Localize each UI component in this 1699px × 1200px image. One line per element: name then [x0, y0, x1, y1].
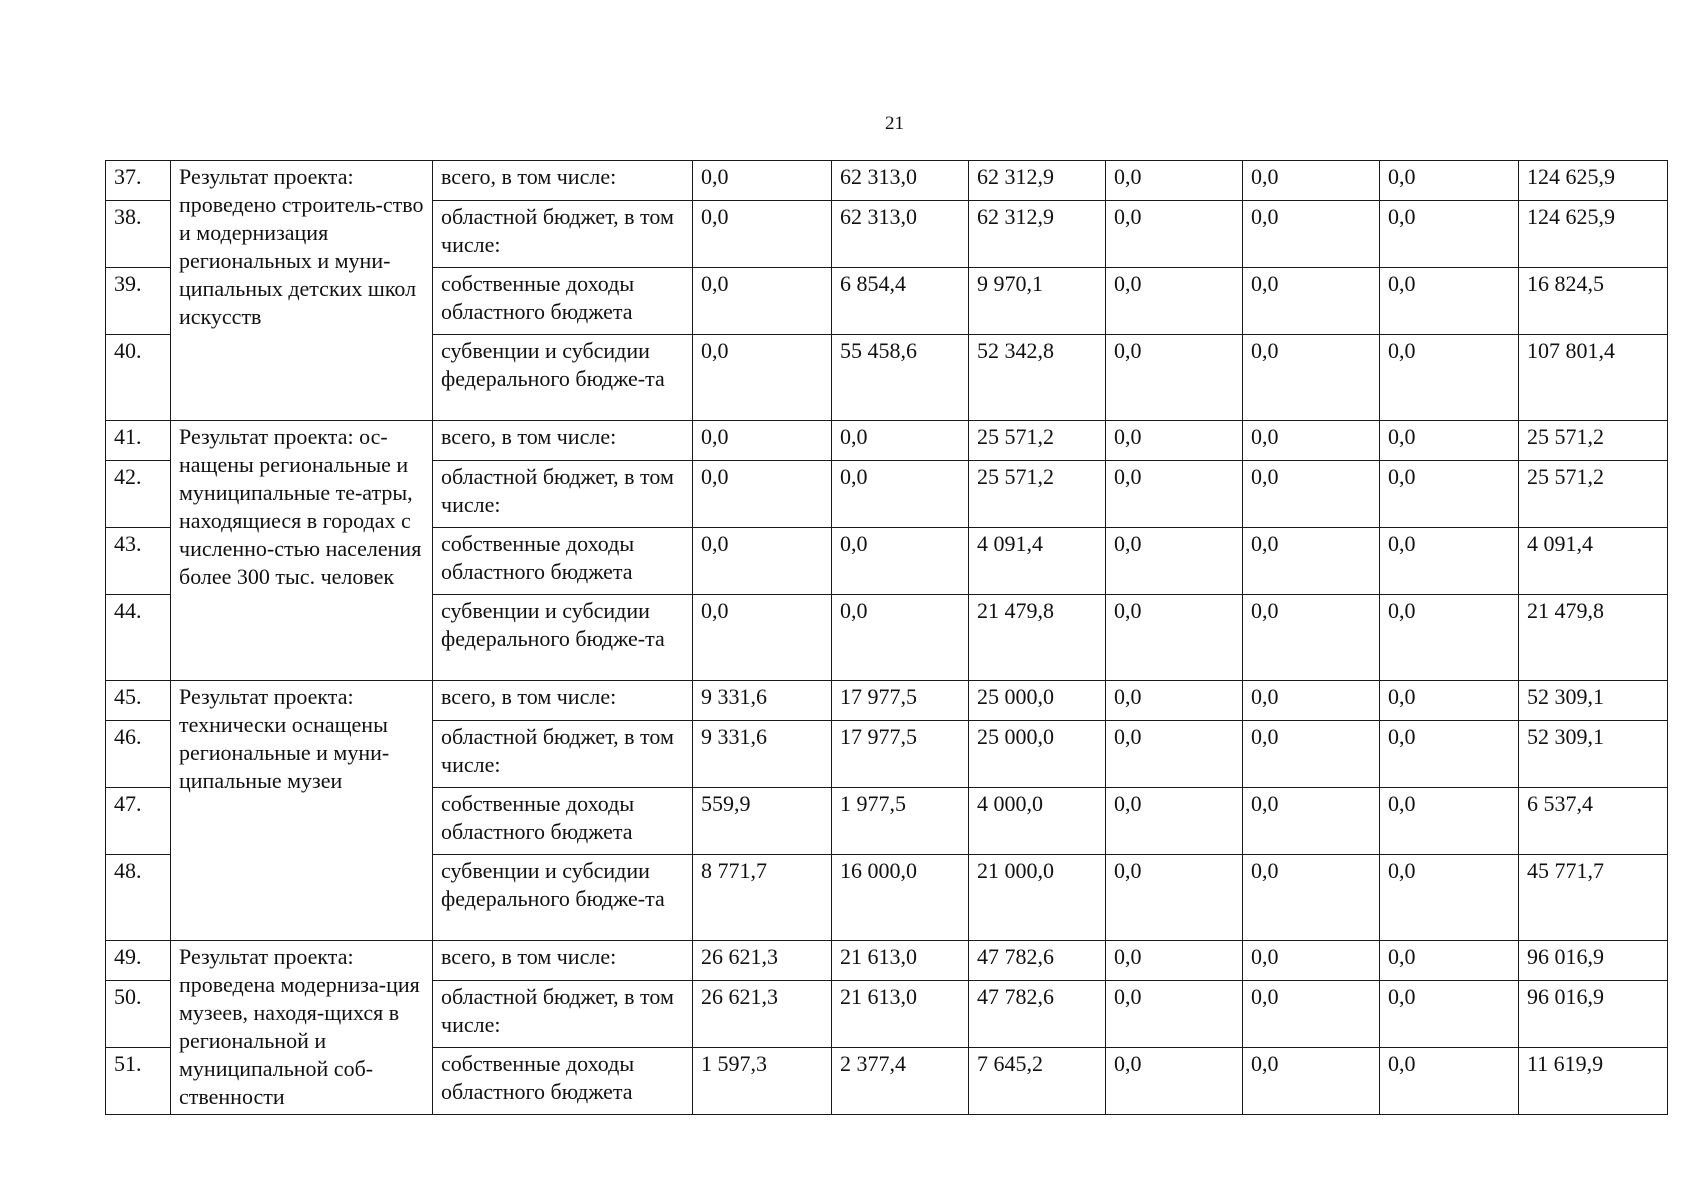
- funding-source-cell: всего, в том числе:: [433, 941, 693, 981]
- value-cell: 0,0: [1380, 335, 1519, 421]
- value-cell: 4 091,4: [969, 528, 1106, 595]
- total-value-cell: 96 016,9: [1519, 981, 1668, 1048]
- value-cell: 0,0: [1243, 201, 1380, 268]
- value-cell: 62 313,0: [832, 161, 969, 201]
- value-cell: 0,0: [832, 421, 969, 461]
- value-cell: 0,0: [1106, 161, 1243, 201]
- row-number: 39.: [106, 268, 171, 335]
- row-number: 41.: [106, 421, 171, 461]
- funding-source-cell: собственные доходы областного бюджета: [433, 268, 693, 335]
- value-cell: 0,0: [693, 595, 832, 681]
- value-cell: 559,9: [693, 788, 832, 855]
- value-cell: 62 313,0: [832, 201, 969, 268]
- table-row: [106, 421, 1668, 461]
- funding-source-cell: субвенции и субсидии федерального бюдже-та: [433, 335, 693, 421]
- value-cell: 0,0: [1106, 595, 1243, 681]
- funding-source-cell: субвенции и субсидии федерального бюдже-та: [433, 595, 693, 681]
- value-cell: 21 479,8: [969, 595, 1106, 681]
- row-number: 51.: [106, 1048, 171, 1115]
- value-cell: 0,0: [1380, 595, 1519, 681]
- value-cell: 25 000,0: [969, 681, 1106, 721]
- table-row: [106, 681, 1668, 721]
- funding-source-cell: субвенции и субсидии федерального бюдже-та: [433, 855, 693, 941]
- total-value-cell: 16 824,5: [1519, 268, 1668, 335]
- value-cell: 0,0: [1106, 201, 1243, 268]
- total-value-cell: 96 016,9: [1519, 941, 1668, 981]
- funding-source-cell: собственные доходы областного бюджета: [433, 788, 693, 855]
- value-cell: 9 331,6: [693, 681, 832, 721]
- value-cell: 0,0: [1106, 528, 1243, 595]
- value-cell: 0,0: [1106, 981, 1243, 1048]
- project-result-cell: Результат проекта: ос-нащены региональные и муниципальные те-атры, находящиеся в городах с численно-стью населения более 300 тыс. человек: [171, 421, 433, 681]
- value-cell: 0,0: [1106, 855, 1243, 941]
- value-cell: 9 970,1: [969, 268, 1106, 335]
- value-cell: 2 377,4: [832, 1048, 969, 1115]
- row-number: 47.: [106, 788, 171, 855]
- value-cell: 16 000,0: [832, 855, 969, 941]
- value-cell: 0,0: [693, 268, 832, 335]
- project-result-cell: Результат проекта: проведена модерниза-ция музеев, находя-щихся в региональной и муниципальной соб-ственности: [171, 941, 433, 1115]
- value-cell: 0,0: [1243, 528, 1380, 595]
- value-cell: 9 331,6: [693, 721, 832, 788]
- value-cell: 0,0: [1106, 681, 1243, 721]
- value-cell: 0,0: [1380, 941, 1519, 981]
- funding-source-cell: собственные доходы областного бюджета: [433, 1048, 693, 1115]
- value-cell: 0,0: [1106, 941, 1243, 981]
- row-number: 46.: [106, 721, 171, 788]
- row-number: 50.: [106, 981, 171, 1048]
- value-cell: 1 977,5: [832, 788, 969, 855]
- value-cell: 0,0: [1380, 528, 1519, 595]
- funding-source-cell: областной бюджет, в том числе:: [433, 721, 693, 788]
- value-cell: 7 645,2: [969, 1048, 1106, 1115]
- value-cell: 0,0: [1243, 1048, 1380, 1115]
- value-cell: 25 000,0: [969, 721, 1106, 788]
- value-cell: 0,0: [1243, 788, 1380, 855]
- row-number: 44.: [106, 595, 171, 681]
- value-cell: 0,0: [693, 161, 832, 201]
- total-value-cell: 124 625,9: [1519, 201, 1668, 268]
- value-cell: 21 613,0: [832, 941, 969, 981]
- value-cell: 1 597,3: [693, 1048, 832, 1115]
- value-cell: 62 312,9: [969, 161, 1106, 201]
- total-value-cell: 6 537,4: [1519, 788, 1668, 855]
- value-cell: 47 782,6: [969, 941, 1106, 981]
- total-value-cell: 25 571,2: [1519, 421, 1668, 461]
- value-cell: 0,0: [693, 461, 832, 528]
- value-cell: 0,0: [1380, 788, 1519, 855]
- value-cell: 0,0: [1243, 161, 1380, 201]
- value-cell: 0,0: [693, 421, 832, 461]
- value-cell: 0,0: [1106, 268, 1243, 335]
- value-cell: 8 771,7: [693, 855, 832, 941]
- value-cell: 0,0: [1380, 1048, 1519, 1115]
- value-cell: 0,0: [1243, 981, 1380, 1048]
- value-cell: 4 000,0: [969, 788, 1106, 855]
- row-number: 48.: [106, 855, 171, 941]
- value-cell: 0,0: [1106, 721, 1243, 788]
- row-number: 37.: [106, 161, 171, 201]
- row-number: 42.: [106, 461, 171, 528]
- value-cell: 0,0: [1106, 461, 1243, 528]
- value-cell: 0,0: [1243, 681, 1380, 721]
- funding-source-cell: областной бюджет, в том числе:: [433, 201, 693, 268]
- funding-source-cell: всего, в том числе:: [433, 681, 693, 721]
- total-value-cell: 107 801,4: [1519, 335, 1668, 421]
- value-cell: 0,0: [1380, 268, 1519, 335]
- funding-source-cell: областной бюджет, в том числе:: [433, 461, 693, 528]
- funding-source-cell: областной бюджет, в том числе:: [433, 981, 693, 1048]
- total-value-cell: 21 479,8: [1519, 595, 1668, 681]
- value-cell: 0,0: [1243, 268, 1380, 335]
- total-value-cell: 45 771,7: [1519, 855, 1668, 941]
- value-cell: 0,0: [1380, 421, 1519, 461]
- value-cell: 47 782,6: [969, 981, 1106, 1048]
- table-row: [106, 161, 1668, 201]
- value-cell: 17 977,5: [832, 681, 969, 721]
- row-number: 43.: [106, 528, 171, 595]
- budget-table-body: [106, 161, 1668, 1115]
- project-result-cell: Результат проекта: проведено строитель-ство и модернизация региональных и муни-ципальных детских школ искусств: [171, 161, 433, 421]
- value-cell: 21 613,0: [832, 981, 969, 1048]
- value-cell: 52 342,8: [969, 335, 1106, 421]
- total-value-cell: 25 571,2: [1519, 461, 1668, 528]
- row-number: 38.: [106, 201, 171, 268]
- value-cell: 62 312,9: [969, 201, 1106, 268]
- funding-source-cell: собственные доходы областного бюджета: [433, 528, 693, 595]
- total-value-cell: 52 309,1: [1519, 681, 1668, 721]
- page-number: 21: [885, 113, 904, 134]
- value-cell: 0,0: [693, 201, 832, 268]
- value-cell: 0,0: [1380, 201, 1519, 268]
- value-cell: 0,0: [1243, 855, 1380, 941]
- total-value-cell: 124 625,9: [1519, 161, 1668, 201]
- value-cell: 55 458,6: [832, 335, 969, 421]
- value-cell: 25 571,2: [969, 461, 1106, 528]
- total-value-cell: 4 091,4: [1519, 528, 1668, 595]
- value-cell: 0,0: [1106, 335, 1243, 421]
- value-cell: 26 621,3: [693, 941, 832, 981]
- funding-source-cell: всего, в том числе:: [433, 161, 693, 201]
- value-cell: 0,0: [1380, 855, 1519, 941]
- value-cell: 0,0: [1106, 1048, 1243, 1115]
- value-cell: 0,0: [1380, 681, 1519, 721]
- value-cell: 0,0: [1380, 461, 1519, 528]
- value-cell: 0,0: [1380, 721, 1519, 788]
- value-cell: 26 621,3: [693, 981, 832, 1048]
- value-cell: 0,0: [693, 335, 832, 421]
- value-cell: 0,0: [1243, 595, 1380, 681]
- value-cell: 0,0: [1380, 161, 1519, 201]
- value-cell: 0,0: [832, 528, 969, 595]
- value-cell: 0,0: [1380, 981, 1519, 1048]
- project-result-cell: Результат проекта: технически оснащены региональные и муни-ципальные музеи: [171, 681, 433, 941]
- row-number: 45.: [106, 681, 171, 721]
- value-cell: 17 977,5: [832, 721, 969, 788]
- value-cell: 0,0: [1243, 941, 1380, 981]
- value-cell: 0,0: [1243, 721, 1380, 788]
- total-value-cell: 52 309,1: [1519, 721, 1668, 788]
- funding-source-cell: всего, в том числе:: [433, 421, 693, 461]
- value-cell: 0,0: [693, 528, 832, 595]
- row-number: 49.: [106, 941, 171, 981]
- value-cell: 0,0: [1243, 335, 1380, 421]
- value-cell: 0,0: [1106, 788, 1243, 855]
- value-cell: 0,0: [1243, 421, 1380, 461]
- row-number: 40.: [106, 335, 171, 421]
- value-cell: 25 571,2: [969, 421, 1106, 461]
- total-value-cell: 11 619,9: [1519, 1048, 1668, 1115]
- table-row: [106, 941, 1668, 981]
- value-cell: 0,0: [1106, 421, 1243, 461]
- budget-table: [105, 160, 1668, 1115]
- value-cell: 0,0: [832, 595, 969, 681]
- value-cell: 0,0: [832, 461, 969, 528]
- value-cell: 21 000,0: [969, 855, 1106, 941]
- value-cell: 0,0: [1243, 461, 1380, 528]
- value-cell: 6 854,4: [832, 268, 969, 335]
